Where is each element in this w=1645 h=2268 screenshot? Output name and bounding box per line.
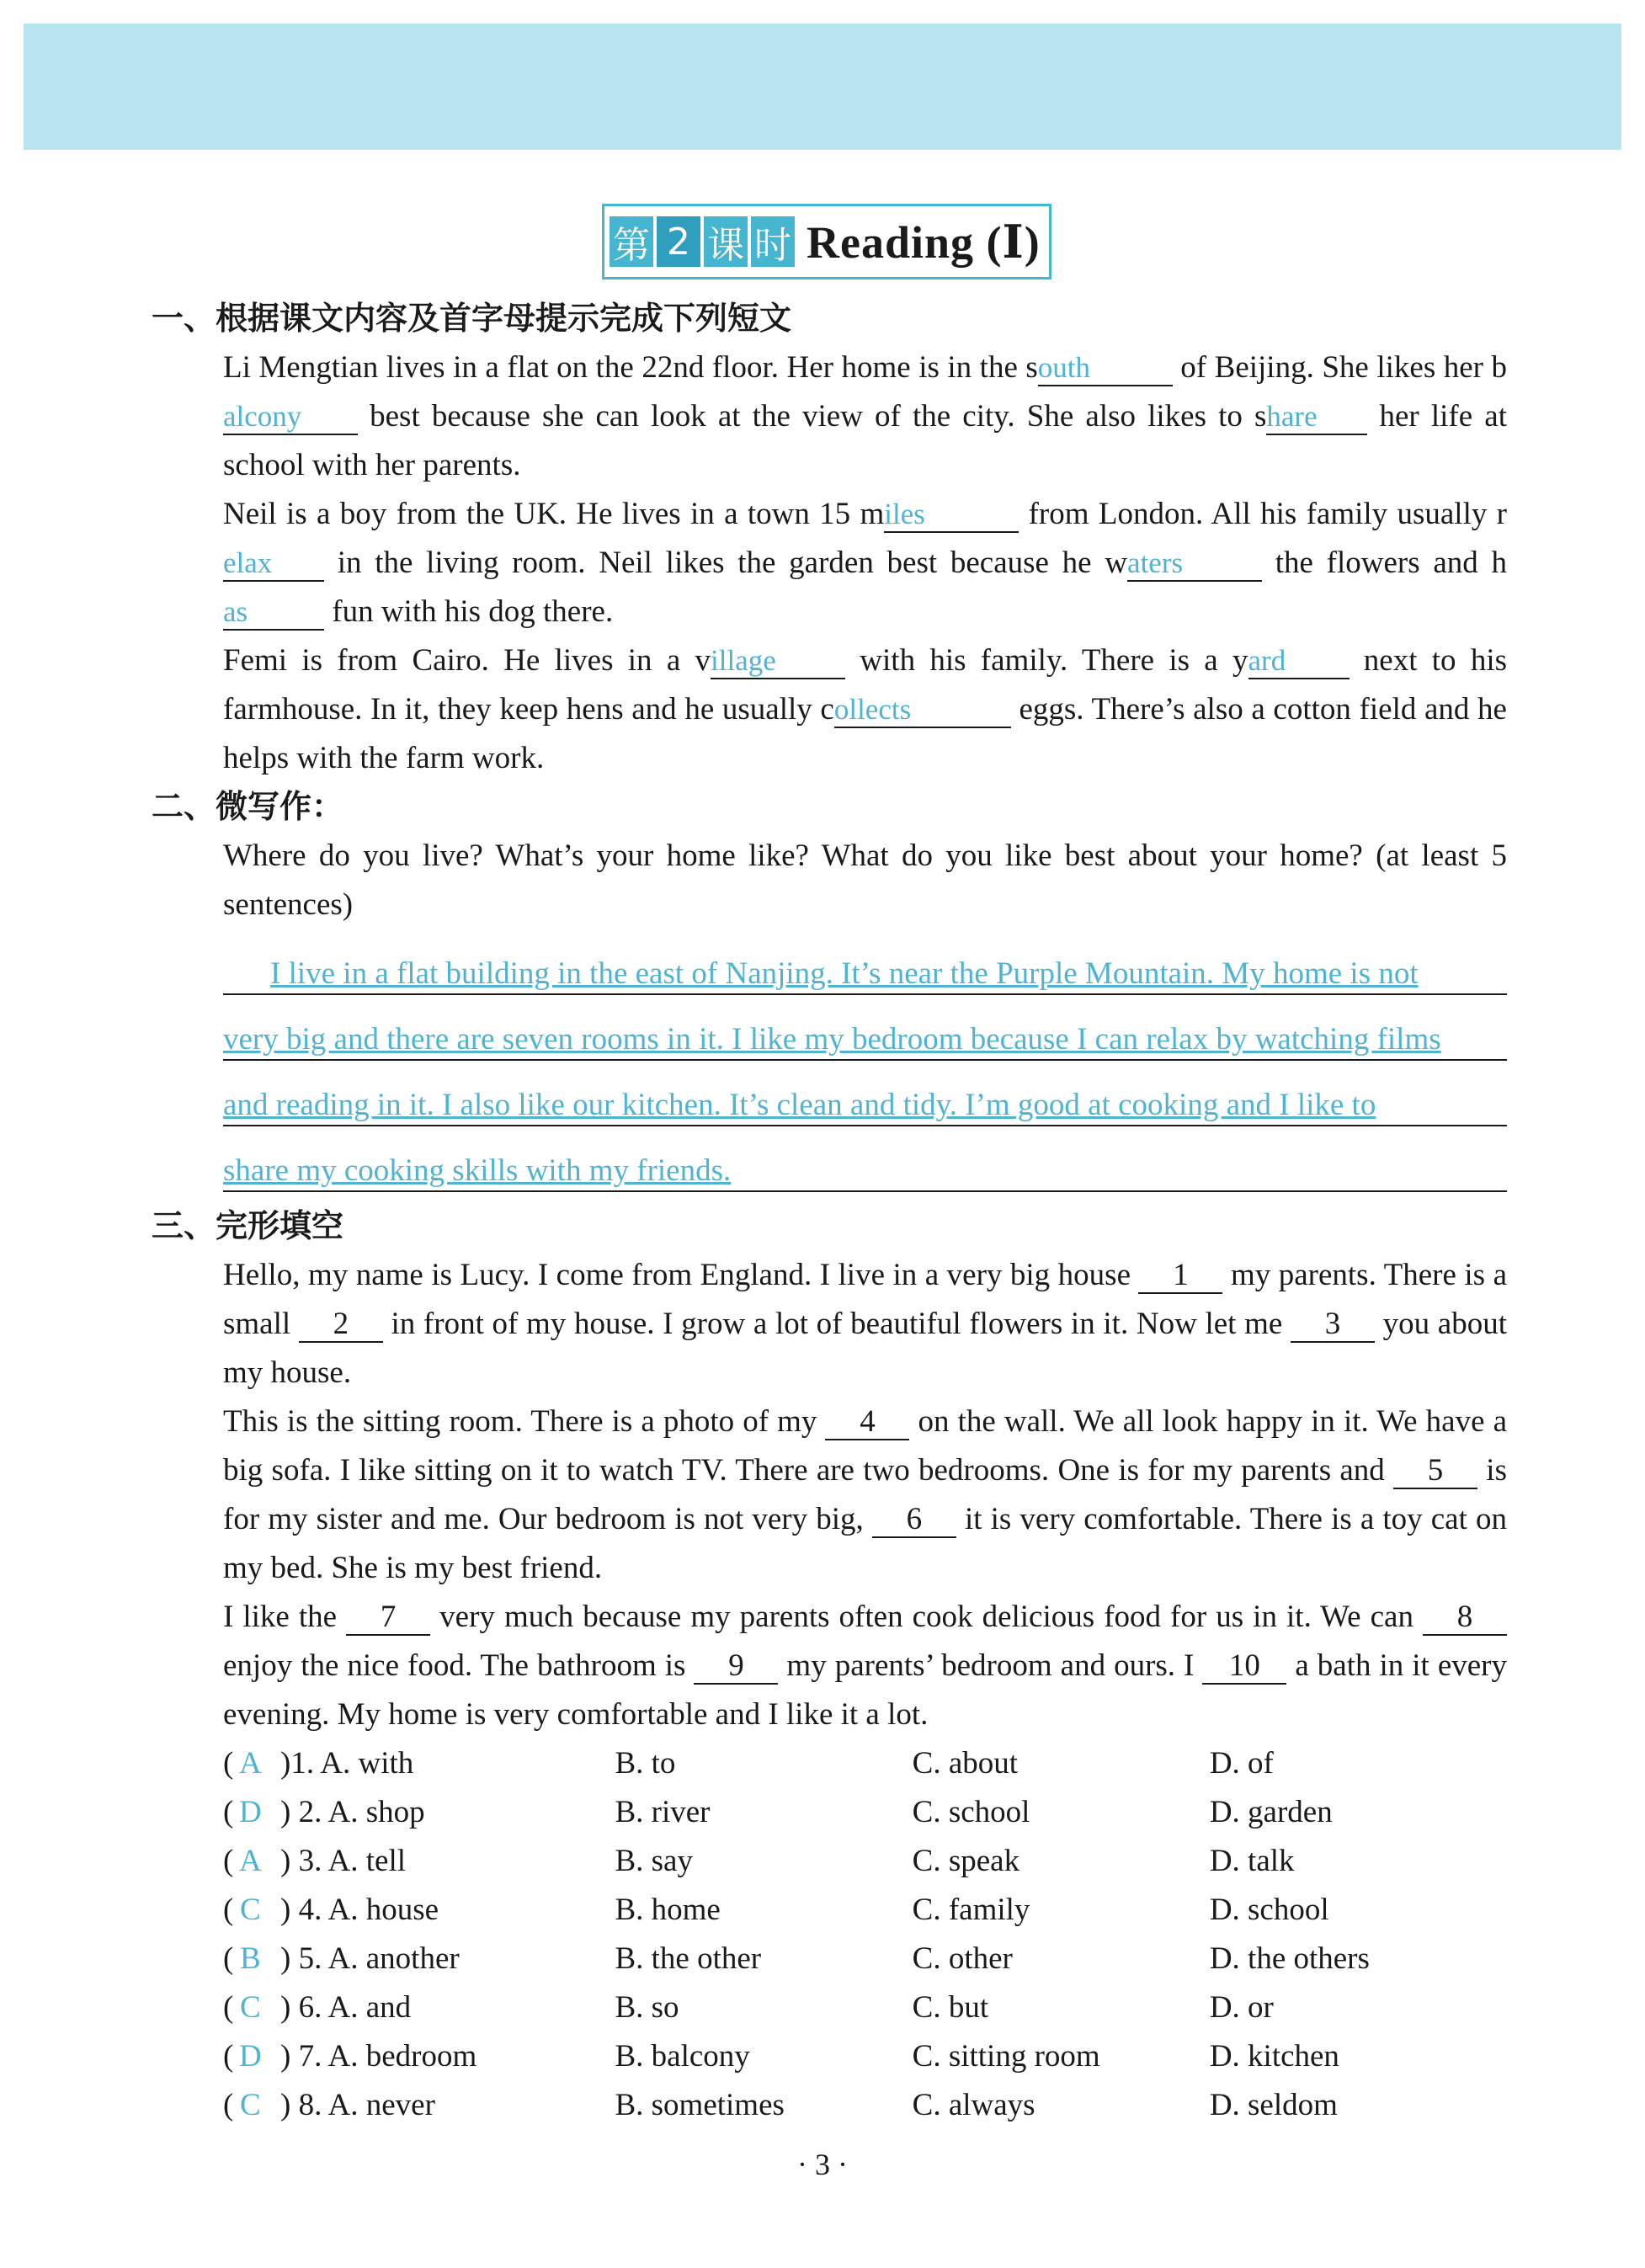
answer: elax: [223, 546, 273, 579]
answer-letter: B: [239, 1941, 261, 1976]
text: her life at school with her parents.: [223, 399, 1507, 482]
option-c: C. school: [912, 1795, 1030, 1829]
text: Hello, my name is Lucy. I come from England. I live in a very big house: [223, 1258, 1139, 1292]
answer-blank[interactable]: [711, 644, 845, 679]
text: eggs. There’s also a cotton field and he helps with the farm work.: [223, 692, 1507, 775]
text: fun with his dog there.: [324, 594, 614, 629]
text: of Beijing. She likes her b: [1172, 350, 1507, 385]
cloze-paragraph: [152, 1398, 1507, 1593]
text: very much because my parents often cook delicious food for us in it. We can: [430, 1600, 1423, 1634]
answer: alcony: [223, 400, 302, 433]
text: Femi is from Cairo. He lives in a v: [223, 643, 711, 678]
lesson-number: 2: [657, 216, 700, 267]
cloze-blank[interactable]: 6: [872, 1503, 956, 1538]
text: next to his farmhouse. In it, they keep hens and he usually c: [223, 643, 1507, 727]
option-b: B. river: [615, 1795, 711, 1829]
question-row: [223, 1739, 1507, 1788]
options-list: [152, 1739, 1507, 2130]
answer-blank[interactable]: [1127, 546, 1262, 582]
answer-letter: D: [238, 1795, 262, 1829]
answer-blank[interactable]: [1248, 644, 1350, 679]
question-row: [223, 1983, 1507, 2032]
essay-line[interactable]: [223, 1126, 1507, 1192]
option-c: C. family: [912, 1893, 1030, 1927]
cloze-paragraph: [152, 1251, 1507, 1398]
section-1-paragraph: [152, 636, 1507, 783]
section-1-paragraph: [152, 490, 1507, 636]
option-a: )1. A. with: [280, 1746, 414, 1781]
section-1-paragraph: [152, 343, 1507, 490]
text: it is very comfortable. There is a toy cat on my bed. She is my best friend.: [223, 1502, 1507, 1585]
lesson-title: Reading (Ⅰ): [807, 217, 1041, 268]
question-row: [223, 2032, 1507, 2081]
text: you about my house.: [223, 1307, 1507, 1390]
answer-letter: C: [239, 2088, 261, 2122]
worksheet-content: [152, 295, 1507, 2130]
option-b: B. say: [615, 1844, 693, 1878]
essay-text: very big and there are seven rooms in it. I like my bedroom because I can relax by watching films: [223, 1022, 1441, 1057]
answer-blank[interactable]: [223, 595, 324, 631]
answer-blank[interactable]: [1266, 400, 1367, 435]
lesson-char: 时: [751, 216, 795, 267]
answer-letter: C: [239, 1990, 261, 2025]
answer-letter: C: [239, 1893, 261, 1927]
text: from London. All his family usually r: [1019, 497, 1507, 531]
answer: aters: [1127, 546, 1184, 579]
top-color-band: [24, 24, 1621, 150]
option-d: D. talk: [1209, 1844, 1295, 1878]
essay-line[interactable]: [223, 1061, 1507, 1126]
option-b: B. so: [615, 1990, 679, 2025]
answer-paren[interactable]: ( C: [223, 1983, 280, 2032]
answer-paren[interactable]: ( B: [223, 1935, 280, 1983]
essay-text: share my cooking skills with my friends.: [223, 1153, 732, 1188]
option-d: D. kitchen: [1209, 2039, 1339, 2074]
question-row: [223, 1788, 1507, 1837]
cloze-paragraph: [152, 1593, 1507, 1739]
answer-paren[interactable]: ( D: [223, 1788, 280, 1837]
answer-paren[interactable]: ( A: [223, 1837, 280, 1886]
question-row: [223, 1886, 1507, 1935]
option-d: D. the others: [1209, 1941, 1370, 1976]
text: in front of my house. I grow a lot of beautiful flowers in it. Now let me: [382, 1307, 1291, 1341]
option-a: ) 7. A. bedroom: [280, 2039, 477, 2074]
answer-letter: A: [238, 1746, 262, 1781]
answer-paren[interactable]: ( A: [223, 1739, 280, 1788]
text: my parents’ bedroom and ours. I: [778, 1648, 1203, 1683]
answer: outh: [1037, 351, 1091, 384]
question-row: [223, 1935, 1507, 1983]
option-c: C. sitting room: [912, 2039, 1100, 2074]
answer-blank[interactable]: [834, 693, 1011, 728]
option-b: B. sometimes: [615, 2088, 785, 2122]
option-b: B. the other: [615, 1941, 762, 1976]
text: is for my sister and me. Our bedroom is not very big,: [223, 1453, 1507, 1536]
text: best because she can look at the view of the city. She also likes to s: [358, 399, 1267, 434]
option-c: C. speak: [912, 1844, 1020, 1878]
option-c: C. but: [912, 1990, 989, 2025]
option-d: D. garden: [1209, 1795, 1333, 1829]
cloze-blank[interactable]: 4: [825, 1405, 909, 1440]
section-2-heading: 二、微写作：: [152, 788, 344, 825]
answer-paren[interactable]: ( D: [223, 2032, 280, 2081]
section-3-heading: 三、完形填空: [152, 1207, 344, 1244]
text: Neil is a boy from the UK. He lives in a town 15 m: [223, 497, 885, 531]
option-a: ) 3. A. tell: [280, 1844, 407, 1878]
cloze-blank[interactable]: 2: [299, 1307, 383, 1343]
answer-blank[interactable]: [223, 546, 324, 582]
essay-line[interactable]: [223, 995, 1507, 1061]
page-number: · 3 ·: [797, 2148, 848, 2181]
text: a bath in it every evening. My home is very comfortable and I like it a lot.: [223, 1648, 1508, 1732]
option-c: C. other: [912, 1941, 1013, 1976]
lesson-char: 第: [610, 216, 653, 267]
text: with his family. There is a y: [845, 643, 1248, 678]
answer: ollects: [833, 693, 912, 726]
question-row: [223, 2081, 1507, 2130]
option-d: D. seldom: [1209, 2088, 1338, 2122]
cloze-blank[interactable]: 7: [346, 1600, 430, 1636]
option-d: D. school: [1209, 1893, 1329, 1927]
answer: ard: [1248, 644, 1286, 677]
option-c: C. about: [912, 1746, 1019, 1781]
cloze-blank[interactable]: 5: [1393, 1454, 1477, 1489]
option-d: D. of: [1209, 1746, 1274, 1781]
text: on the wall. We all look happy in it. We have a big sofa. I like sitting on it to watch TV. There are two bedrooms. One is for my parents and: [223, 1404, 1507, 1488]
answer-blank[interactable]: [884, 498, 1019, 533]
answer-blank[interactable]: [1038, 351, 1173, 386]
essay-line[interactable]: [223, 929, 1507, 995]
answer-blank[interactable]: [223, 400, 358, 435]
answer-letter: A: [238, 1844, 262, 1878]
essay-text: I live in a flat building in the east of Nanjing. It’s near the Purple Mountain. My home is not: [270, 956, 1419, 991]
option-b: B. to: [615, 1746, 676, 1781]
section-1-heading: 一、根据课文内容及首字母提示完成下列短文: [152, 300, 792, 337]
answer-letter: D: [238, 2039, 262, 2074]
text: Li Mengtian lives in a flat on the 22nd floor. Her home is in the s: [223, 350, 1038, 385]
option-d: D. or: [1209, 1990, 1274, 2025]
answer: iles: [884, 498, 925, 530]
answer-paren[interactable]: ( C: [223, 2081, 280, 2130]
cloze-blank[interactable]: 1: [1138, 1259, 1222, 1294]
option-a: ) 4. A. house: [280, 1893, 439, 1927]
text: This is the sitting room. There is a photo of my: [223, 1404, 826, 1439]
question-row: [223, 1837, 1507, 1886]
lesson-title-box: [602, 204, 1051, 280]
option-b: B. home: [615, 1893, 721, 1927]
lesson-char: 课: [704, 216, 748, 267]
cloze-blank[interactable]: 10: [1202, 1649, 1286, 1685]
text: my parents. There is a small: [223, 1258, 1507, 1341]
option-c: C. always: [912, 2088, 1035, 2122]
text: enjoy the nice food. The bathroom is: [223, 1648, 695, 1683]
answer: hare: [1266, 400, 1318, 433]
option-a: ) 2. A. shop: [280, 1795, 425, 1829]
answer: illage: [711, 644, 776, 677]
answer-paren[interactable]: ( C: [223, 1886, 280, 1935]
text: in the living room. Neil likes the garden best because he w: [324, 546, 1128, 580]
option-a: ) 8. A. never: [280, 2088, 435, 2122]
cloze-blank[interactable]: 9: [694, 1649, 778, 1685]
option-b: B. balcony: [615, 2039, 750, 2074]
text: the flowers and h: [1262, 546, 1507, 580]
option-a: ) 5. A. another: [280, 1941, 460, 1976]
cloze-blank[interactable]: 3: [1291, 1307, 1375, 1343]
cloze-blank[interactable]: 8: [1423, 1600, 1507, 1636]
essay-text: and reading in it. I also like our kitchen. It’s clean and tidy. I’m good at cooking and I like to: [223, 1088, 1376, 1122]
writing-prompt: Where do you live? What’s your home like? What do you like best about your home? (at least 5 sentences): [223, 839, 1507, 922]
option-a: ) 6. A. and: [280, 1990, 412, 2025]
text: I like the: [223, 1600, 347, 1634]
answer: as: [223, 595, 248, 628]
